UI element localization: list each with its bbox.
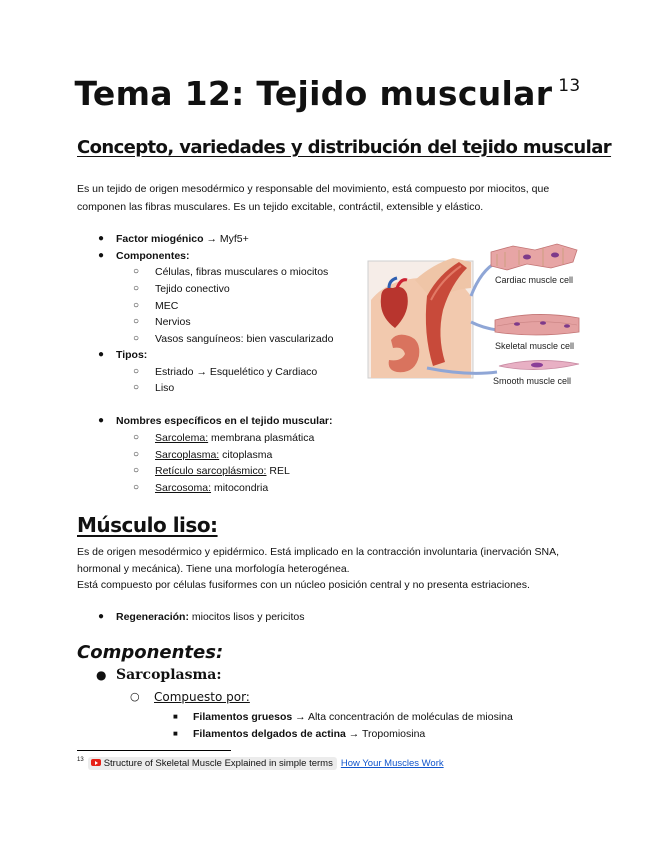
youtube-icon: [91, 759, 101, 766]
bullet-compuesto: [130, 690, 250, 704]
bullet-ring-icon: ○: [133, 366, 140, 377]
arrow-icon: →: [295, 711, 308, 723]
list-item-componente: [133, 298, 179, 315]
arrow-to-skeletal: [471, 322, 497, 330]
compuesto-label: Compuesto por:: [154, 690, 250, 704]
factor-label: Factor miogénico: [116, 233, 204, 245]
bullet-dot-icon: ●: [98, 349, 105, 360]
video-title: Structure of Skeletal Muscle Explained in simple terms: [103, 758, 333, 769]
bullet-ring-icon: ○: [133, 333, 140, 344]
delgados-value: Tropomiosina: [362, 728, 426, 740]
smooth-muscle-cell-icon: [499, 360, 579, 369]
bullet-dot-icon: ●: [98, 415, 105, 426]
list-item-componente: [133, 281, 230, 298]
componente-text: Nervios: [155, 316, 191, 328]
nombres-label: Nombres específicos en el tejido muscular:: [116, 415, 333, 427]
bullet-componentes: [98, 248, 190, 265]
skeletal-label: Skeletal muscle cell: [495, 341, 575, 351]
gruesos-label: Filamentos gruesos: [193, 711, 293, 723]
smooth-label: Smooth muscle cell: [493, 376, 572, 386]
bullet-sarcoplasma: [96, 667, 222, 683]
muscle-types-figure: [367, 240, 582, 388]
nombre-term: Sarcoplasma:: [155, 449, 220, 461]
bullet-ring-icon: ○: [130, 690, 140, 703]
nombre-term: Sarcolema:: [155, 432, 209, 444]
factor-value: Myf5+: [219, 233, 249, 245]
bullet-ring-icon: ○: [133, 266, 140, 277]
page-title: [0, 74, 655, 113]
cardiac-muscle-cell-icon: [491, 244, 577, 270]
skeletal-muscle-cell-icon: [495, 314, 579, 335]
footnote: [77, 757, 444, 770]
section-heading-componentes: Componentes:: [77, 642, 224, 663]
bullet-ring-icon: ○: [133, 382, 140, 393]
nombre-term: Sarcosoma:: [155, 482, 212, 494]
bullet-square-icon: ■: [173, 712, 178, 721]
componente-text: Vasos sanguíneos: bien vascularizado: [155, 333, 334, 345]
arrow-icon: →: [348, 728, 363, 740]
list-item-componente: [133, 314, 191, 331]
list-item-tipo: [133, 364, 318, 381]
bullet-nombres: [98, 413, 333, 430]
nombre-def: membrana plasmática: [211, 432, 315, 444]
list-item-tipo: [133, 380, 175, 397]
bullet-ring-icon: ○: [133, 465, 140, 476]
bullet-ring-icon: ○: [133, 283, 140, 294]
regen-value: miocitos lisos y pericitos: [191, 611, 305, 623]
tipos-label: Tipos:: [116, 349, 148, 361]
section-heading-concepto: Concepto, variedades y distribución del tejido muscular: [77, 137, 612, 158]
bullet-dot-icon: ●: [98, 250, 105, 261]
arrow-to-cardiac: [471, 262, 497, 296]
list-item-filamentos-gruesos: [173, 709, 513, 726]
componente-text: Tejido conectivo: [155, 283, 230, 295]
componentes-label: Componentes:: [116, 250, 190, 262]
bullet-ring-icon: ○: [133, 316, 140, 327]
bullet-dot-icon: ●: [98, 611, 105, 622]
bullet-factor: [98, 231, 249, 248]
arrow-icon: →: [206, 233, 220, 245]
list-item-nombre: [133, 447, 273, 464]
liso-line-3: Está compuesto por células fusiformes con un núcleo posición central y no presenta estriaciones.: [77, 579, 530, 591]
bullet-ring-icon: ○: [133, 449, 140, 460]
list-item-nombre: [133, 463, 290, 480]
section-heading-musculo-liso: Músculo liso:: [77, 513, 218, 537]
cardiac-label: Cardiac muscle cell: [495, 275, 574, 285]
sarcoplasma-label: Sarcoplasma:: [116, 667, 222, 683]
tipo-estriado: Estriado: [155, 366, 194, 378]
nombre-def: mitocondria: [213, 482, 269, 494]
title-text: Tema 12: Tejido muscular: [74, 74, 553, 113]
footnote-number: 13: [77, 757, 84, 763]
footnote-link[interactable]: How Your Muscles Work: [340, 758, 444, 769]
arrow-icon: →: [193, 366, 210, 378]
list-item-nombre: [133, 430, 315, 447]
list-item-filamentos-delgados: [173, 726, 426, 743]
tipo-liso: Liso: [155, 382, 175, 394]
liso-line-2: hormonal y mecánica). Tiene una morfología heterogénea.: [77, 563, 350, 575]
bullet-tipos: [98, 347, 148, 364]
bullet-square-icon: ■: [173, 729, 178, 738]
componente-text: MEC: [155, 300, 179, 312]
delgados-label: Filamentos delgados de actina: [193, 728, 346, 740]
nombre-def: REL: [269, 465, 290, 477]
intro-line-1: Es un tejido de origen mesodérmico y responsable del movimiento, está compuesto por miocitos, que: [77, 183, 550, 195]
nombre-def: citoplasma: [222, 449, 273, 461]
regen-label: Regeneración:: [116, 611, 189, 623]
list-item-nombre: [133, 480, 269, 497]
liso-line-1: Es de origen mesodérmico y epidérmico. Está implicado en la contracción involuntaria (inervación SNA,: [77, 546, 560, 558]
video-chip[interactable]: [88, 757, 337, 770]
nombre-term: Retículo sarcoplásmico:: [155, 465, 267, 477]
bullet-ring-icon: ○: [133, 482, 140, 493]
gruesos-value: Alta concentración de moléculas de miosina: [307, 711, 513, 723]
footnote-separator: [77, 750, 231, 751]
tipo-estriado-sub: Esquelético y Cardiaco: [209, 366, 318, 378]
bullet-dot-icon: ●: [96, 668, 107, 682]
list-item-componente: [133, 264, 329, 281]
title-footnote-ref[interactable]: 13: [558, 76, 581, 96]
bullet-ring-icon: ○: [133, 432, 140, 443]
intro-line-2: componen las fibras musculares. Es un tejido excitable, contráctil, extensible y elástico.: [77, 201, 484, 213]
bullet-ring-icon: ○: [133, 300, 140, 311]
bullet-regeneracion: [98, 609, 305, 626]
list-item-componente: [133, 331, 334, 348]
componente-text: Células, fibras musculares o miocitos: [155, 266, 329, 278]
bullet-dot-icon: ●: [98, 233, 105, 244]
